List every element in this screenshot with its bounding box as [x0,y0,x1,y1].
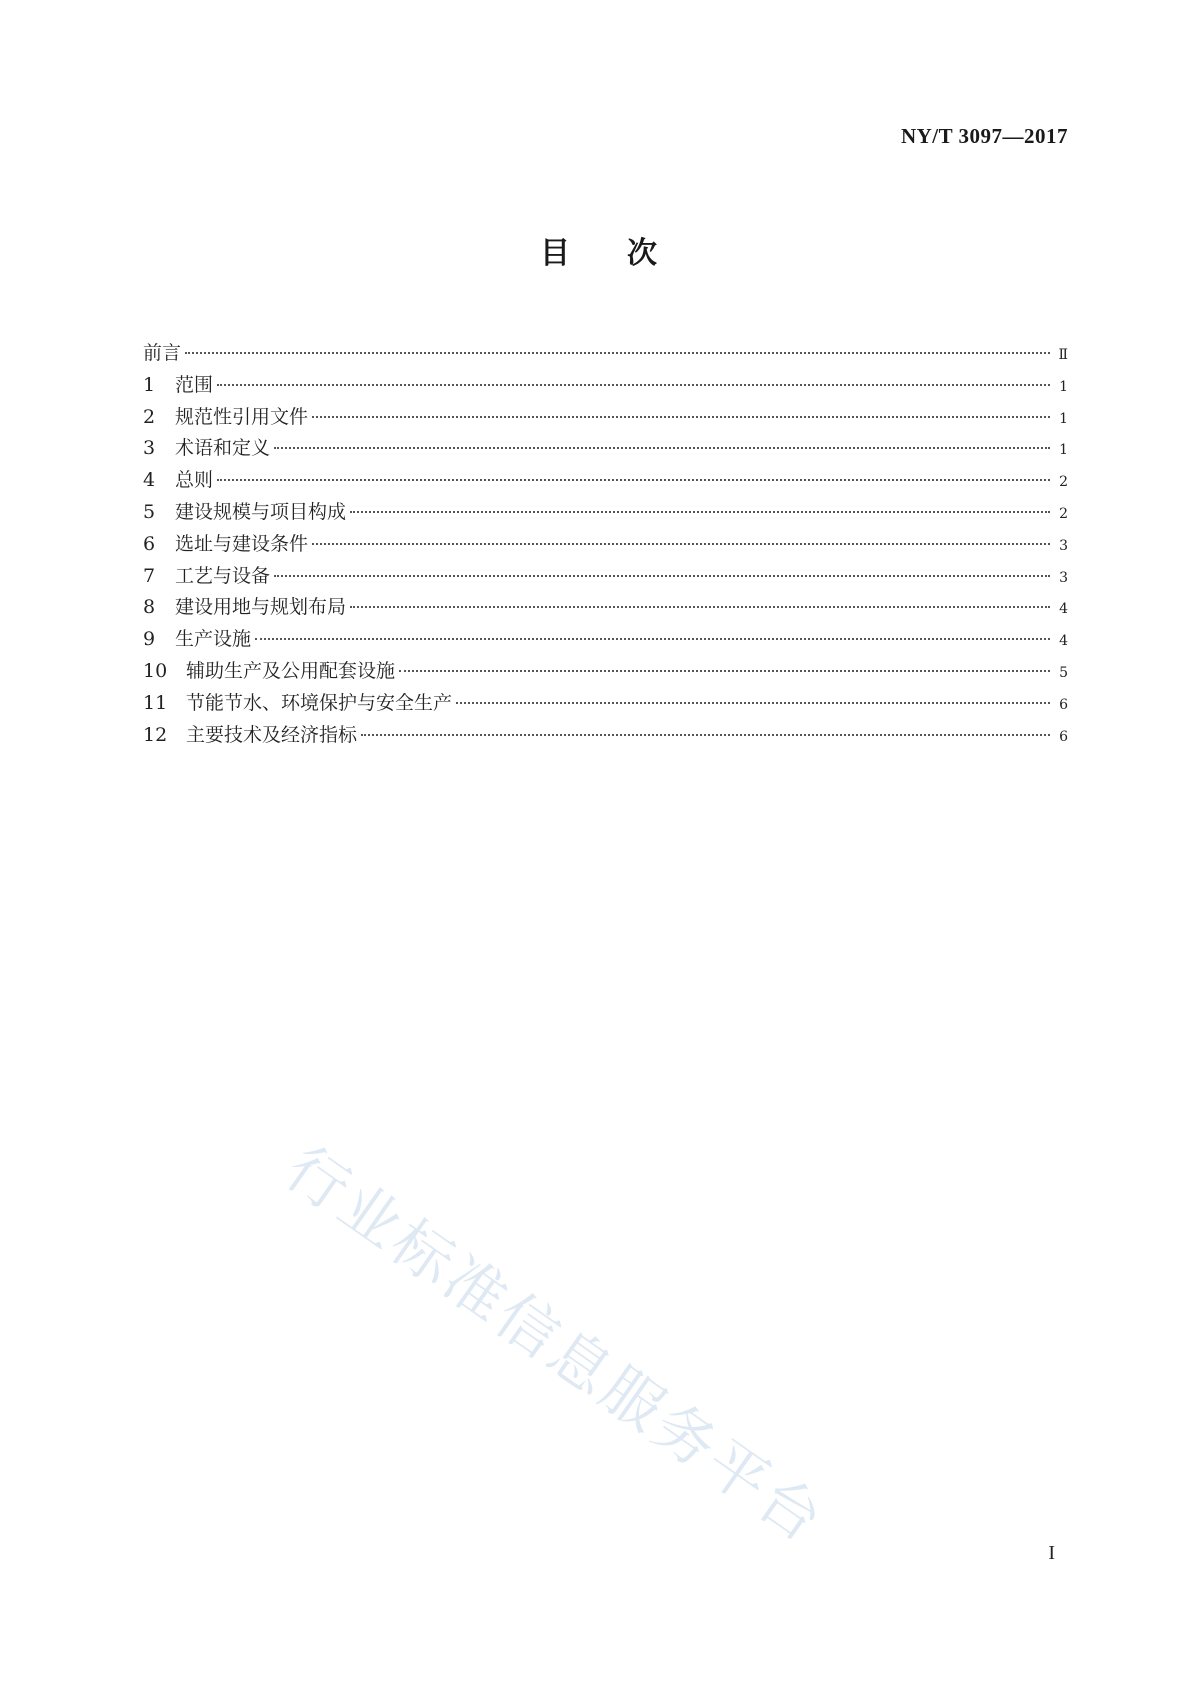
toc-entry-number: 3 [143,437,156,460]
toc-entry-page: 3 [1059,537,1068,554]
toc-leader-dots [361,734,1050,736]
toc-entry-number: 9 [143,628,156,651]
standard-code: NY/T 3097—2017 [900,124,1068,148]
toc-entry-label: 节能节水、环境保护与安全生产 [186,691,453,714]
toc-leader-dots [312,543,1050,545]
toc-leader-dots [255,638,1050,640]
toc-entry-label: 总则 [175,469,214,492]
toc-entry-label: 建设规模与项目构成 [175,500,347,523]
toc-leader-dots [456,702,1050,704]
toc-entry-page: 1 [1059,378,1068,395]
toc-leader-dots [217,384,1050,386]
toc-leader-dots [350,606,1050,608]
toc-entry-number: 7 [143,564,156,587]
toc-entry-label: 建设用地与规划布局 [175,596,347,619]
toc-entry-11[interactable] [143,688,1068,720]
toc-entry-6[interactable] [143,529,1068,561]
toc-entry-number: 10 [143,659,168,682]
toc-entry-page: 6 [1059,728,1068,745]
toc-entry-page: 5 [1059,664,1068,681]
toc-title [0,228,1198,272]
toc-entry-10[interactable] [143,656,1068,688]
watermark-text: 行业标准信息服务平台 [273,1133,838,1558]
toc-entry-number: 12 [143,723,168,746]
toc-entry-label: 规范性引用文件 [175,405,309,428]
toc-entry-label: 前言 [143,342,182,364]
toc-leader-dots [350,511,1050,513]
toc-entry-page: 3 [1059,569,1068,586]
toc-entry-9[interactable] [143,624,1068,656]
toc-entry-number: 2 [143,405,156,428]
toc-leader-dots [312,416,1050,418]
toc-entry-foreword[interactable] [143,338,1068,370]
toc-entry-7[interactable] [143,561,1068,593]
toc-entry-label: 辅助生产及公用配套设施 [186,659,396,682]
toc-entry-number: 11 [143,691,168,714]
toc-entry-number: 8 [143,596,156,619]
toc-entry-1[interactable] [143,370,1068,402]
toc-entry-page: 2 [1059,505,1068,522]
toc-leader-dots [185,352,1050,354]
toc-title-char-2: 次 [627,236,658,271]
toc-entry-page: 1 [1059,442,1068,459]
page-number: I [1048,1542,1055,1564]
toc-entry-page: 2 [1059,474,1068,491]
toc-entry-4[interactable] [143,465,1068,497]
toc-entry-number: 6 [143,532,156,555]
toc-entry-label: 术语和定义 [175,437,271,460]
toc-list [143,338,1068,751]
toc-entry-label: 范围 [175,373,214,396]
toc-entry-number: 5 [143,500,156,523]
toc-entry-8[interactable] [143,592,1068,624]
toc-entry-label: 选址与建设条件 [175,532,309,555]
toc-title-char-1: 目 [540,236,571,271]
toc-entry-label: 工艺与设备 [175,564,271,587]
toc-entry-page: 4 [1059,601,1068,618]
toc-entry-label: 主要技术及经济指标 [186,723,358,746]
toc-entry-page: Ⅱ [1058,347,1068,363]
toc-entry-2[interactable] [143,402,1068,434]
toc-entry-number: 4 [143,469,156,492]
toc-entry-5[interactable] [143,497,1068,529]
toc-leader-dots [274,575,1050,577]
toc-leader-dots [399,670,1050,672]
toc-leader-dots [217,479,1050,481]
toc-entry-label: 生产设施 [175,628,252,651]
toc-entry-12[interactable] [143,720,1068,752]
toc-entry-page: 6 [1059,696,1068,713]
toc-entry-page: 1 [1059,410,1068,427]
toc-leader-dots [274,447,1050,449]
toc-entry-page: 4 [1059,633,1068,650]
toc-entry-number: 1 [143,373,156,396]
toc-entry-3[interactable] [143,433,1068,465]
